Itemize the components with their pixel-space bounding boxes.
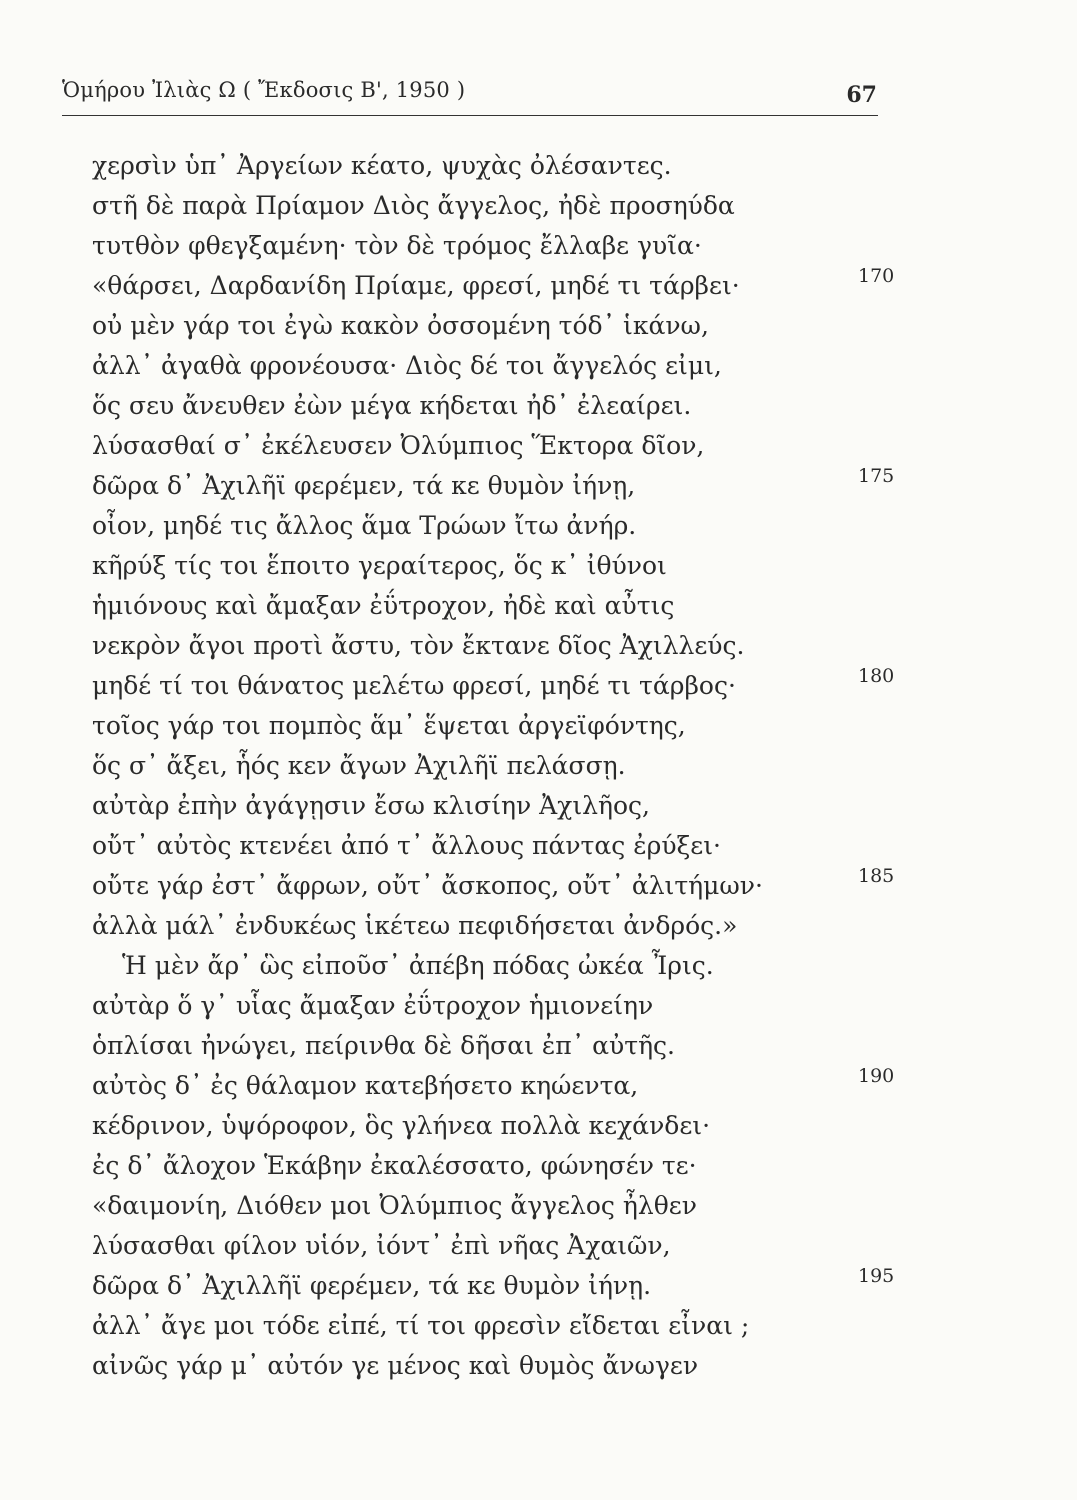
page-number: 67 <box>846 82 877 108</box>
verse-line: ὁπλίσαι ἠνώγει, πείρινθα δὲ δῆσαι ἐπ᾿ αὐτῆς. <box>92 1031 676 1060</box>
verse-line: οὔτε γάρ ἐστ᾿ ἄφρων, οὔτ᾿ ἄσκοπος, οὔτ᾿ ἀλιτήμων· <box>92 871 763 900</box>
verse-line: ὅς σευ ἄνευθεν ἐὼν μέγα κήδεται ἠδ᾿ ἐλεαίρει. <box>92 391 692 420</box>
verse-line: «θάρσει, Δαρδανίδη Πρίαμε, φρεσί, μηδέ τι τάρβει· <box>92 271 740 300</box>
verse-line: αἰνῶς γάρ μ᾿ αὐτόν γε μένος καὶ θυμὸς ἄνωγεν <box>92 1351 699 1380</box>
verse-line: ὅς σ᾿ ἄξει, ἧός κεν ἄγων Ἀχιλῆϊ πελάσσῃ. <box>92 751 626 780</box>
verse-line: ἐς δ᾿ ἄλοχον Ἑκάβην ἐκαλέσσατο, φώνησέν τε· <box>92 1151 697 1180</box>
verse-line: αὐτὸς δ᾿ ἐς θάλαμον κατεβήσετο κηώεντα, <box>92 1071 639 1100</box>
verse-line: χερσὶν ὑπ᾿ Ἀργείων κέατο, ψυχὰς ὀλέσαντες. <box>92 151 672 180</box>
verse-line: ἡμιόνους καὶ ἄμαξαν ἐΰτροχον, ἠδὲ καὶ αὖτις <box>92 591 675 620</box>
verse-line: νεκρὸν ἄγοι προτὶ ἄστυ, τὸν ἔκτανε δῖος Ἀχιλλεύς. <box>92 631 745 660</box>
running-header-title: Ὁμήρου Ἰλιὰς Ω ( Ἔκδοσις Β', 1950 ) <box>62 78 466 102</box>
verse-line: τυτθὸν φθεγξαμένη· τὸν δὲ τρόμος ἔλλαβε γυῖα· <box>92 231 702 260</box>
line-number: 190 <box>858 1065 895 1087</box>
verse-line: οὔτ᾿ αὐτὸς κτενέει ἀπό τ᾿ ἄλλους πάντας ἐρύξει· <box>92 831 722 860</box>
verse-line: δῶρα δ᾿ Ἀχιλλῆϊ φερέμεν, τά κε θυμὸν ἰήνῃ. <box>92 1271 652 1300</box>
verse-line: οὐ μὲν γάρ τοι ἐγὼ κακὸν ὀσσομένη τόδ᾿ ἱκάνω, <box>92 311 709 340</box>
line-number: 195 <box>858 1265 895 1287</box>
verse-line: κῆρύξ τίς τοι ἕποιτο γεραίτερος, ὅς κ᾿ ἰθύνοι <box>92 551 667 580</box>
verse-line: οἶον, μηδέ τις ἄλλος ἅμα Τρώων ἴτω ἀνήρ. <box>92 511 637 540</box>
verse-line: λύσασθαί σ᾿ ἐκέλευσεν Ὀλύμπιος Ἕκτορα δῖον, <box>92 431 705 460</box>
verse-line: ἀλλὰ μάλ᾿ ἐνδυκέως ἱκέτεω πεφιδήσεται ἀνδρός.» <box>92 911 738 940</box>
line-number: 175 <box>858 465 895 487</box>
line-number: 185 <box>858 865 895 887</box>
verse-line: λύσασθαι φίλον υἱόν, ἰόντ᾿ ἐπὶ νῆας Ἀχαιῶν, <box>92 1231 671 1260</box>
verse-line: αὐτὰρ ὅ γ᾿ υἷας ἄμαξαν ἐΰτροχον ἡμιονείην <box>92 991 654 1020</box>
verse-line: «δαιμονίη, Διόθεν μοι Ὀλύμπιος ἄγγελος ἦλθεν <box>92 1191 697 1220</box>
line-number: 180 <box>858 665 895 687</box>
header-rule <box>62 115 878 116</box>
verse-line: ἀλλ᾿ ἀγαθὰ φρονέουσα· Διὸς δέ τοι ἄγγελός εἰμι, <box>92 351 722 380</box>
verse-line: μηδέ τί τοι θάνατος μελέτω φρεσί, μηδέ τι τάρβος· <box>92 671 736 700</box>
verse-line: τοῖος γάρ τοι πομπὸς ἅμ᾿ ἕψεται ἀργεϊφόντης, <box>92 711 686 740</box>
line-number: 170 <box>858 265 895 287</box>
verse-line: ἀλλ᾿ ἄγε μοι τόδε εἰπέ, τί τοι φρεσὶν εἴδεται εἶναι ; <box>92 1311 750 1340</box>
verse-line: αὐτὰρ ἐπὴν ἀγάγῃσιν ἔσω κλισίην Ἀχιλῆος, <box>92 791 650 820</box>
verse-line: Ἡ μὲν ἄρ᾿ ὣς εἰποῦσ᾿ ἀπέβη πόδας ὠκέα Ἶρις. <box>122 951 714 980</box>
verse-line: κέδρινον, ὑψόροφον, ὃς γλήνεα πολλὰ κεχάνδει· <box>92 1111 711 1140</box>
verse-line: δῶρα δ᾿ Ἀχιλῆϊ φερέμεν, τά κε θυμὸν ἰήνῃ, <box>92 471 636 500</box>
verse-line: στῆ δὲ παρὰ Πρίαμον Διὸς ἄγγελος, ἠδὲ προσηύδα <box>92 191 735 220</box>
